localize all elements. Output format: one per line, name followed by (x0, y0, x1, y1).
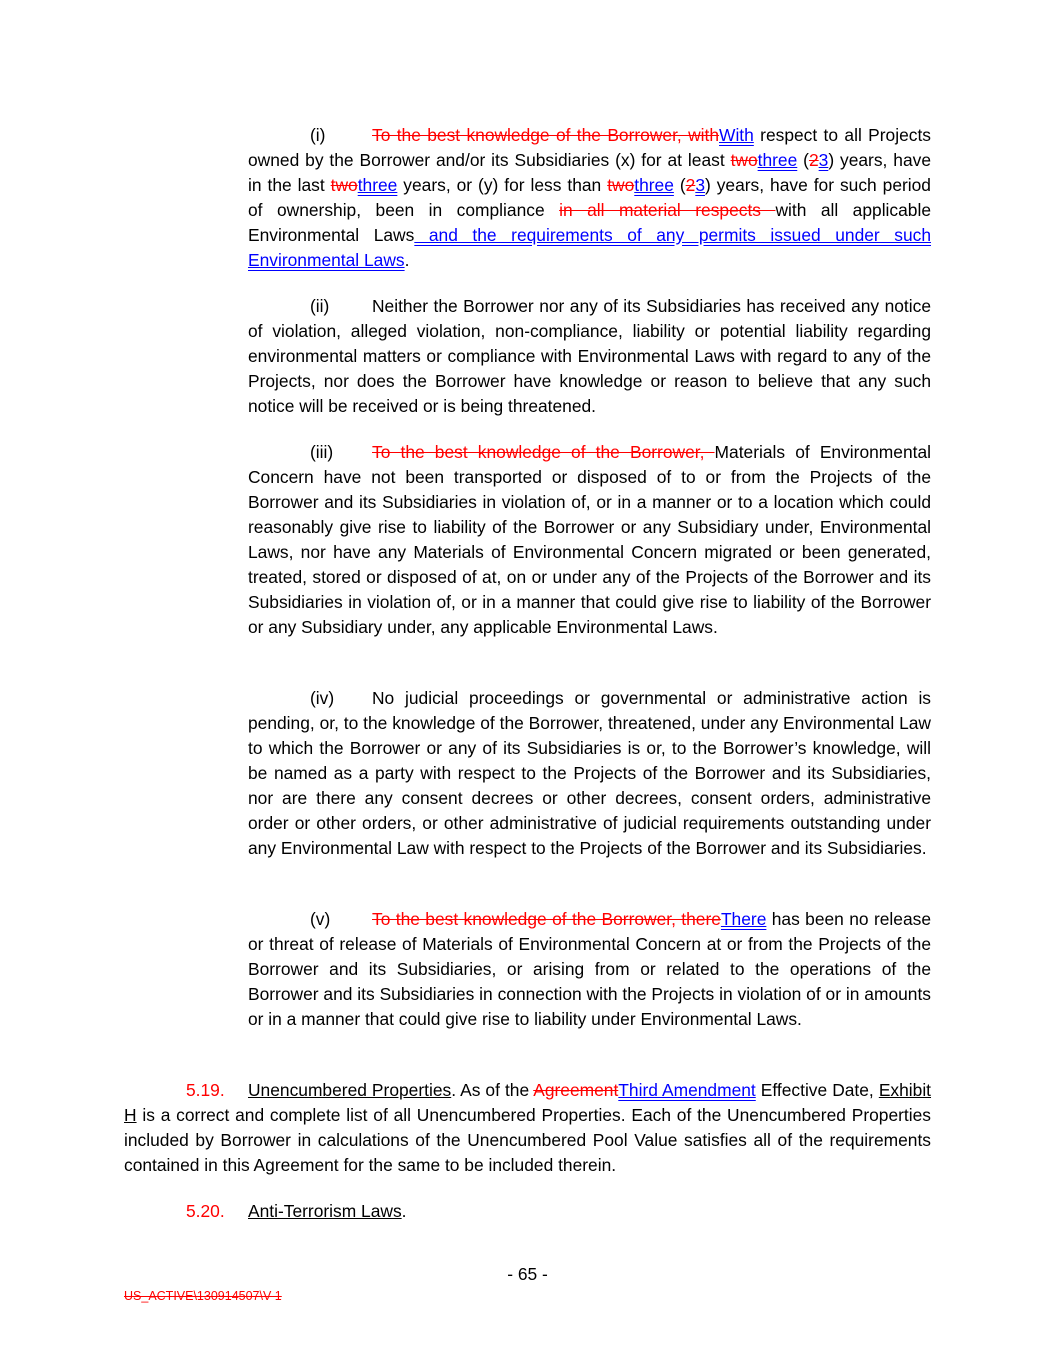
clause-text: No judicial proceedings or governmental or administrative action is pending, or, to the knowledge of the Borrower, threatened, under any Environmental Law to which the Borrower or any of its Subsidiaries is or, to the Borrower’s knowledge, will be named as a party with respect to the Projects of the Borrower and its Subsidiaries, nor are there any consent decrees or other decrees, consent orders, administrative order or other orders, or other administrative of judicial requirements outstanding under any Environmental Law with respect to the Projects of the Borrower and its Subsidiaries. (248, 688, 931, 858)
inserted-text: three (357, 175, 398, 195)
clause-text: ( (673, 175, 686, 195)
clause-v (248, 907, 931, 1032)
document-id: US_ACTIVE\130914507\V-1 (124, 1289, 282, 1303)
deleted-text: 2 (685, 175, 696, 195)
deleted-text: To the best knowledge of the Borrower, (372, 442, 715, 462)
deleted-text: Agreement (533, 1080, 619, 1100)
clause-number: (iii) (310, 442, 334, 462)
clause-number: (i) (310, 125, 326, 145)
inserted-text: three (634, 175, 674, 195)
inserted-text: and the requirements of any permits issued under such Environmental Laws (248, 225, 931, 270)
section-heading: Unencumbered Properties (248, 1080, 452, 1100)
deleted-text: 2 (808, 150, 819, 170)
inserted-text: There (720, 909, 767, 929)
deleted-text: To the best knowledge of the Borrower, there (372, 909, 721, 929)
deleted-text: To the best knowledge of the Borrower, with (372, 125, 720, 145)
inserted-text: 3 (695, 175, 705, 195)
inserted-text: Third Amendment (618, 1080, 756, 1100)
clause-number: (v) (310, 909, 331, 929)
section-number: 5.19. (186, 1080, 225, 1100)
clause-text: . (404, 250, 410, 270)
clause-text: Materials of Environmental Concern have not been transported or disposed of to or from the Projects of the Borrower and its Subsidiaries in violation of, or in a manner or to a location which could reasonably give rise to liability of the Borrower or any Subsidiary under, Environmental Laws, nor have any Materials of Environmental Concern migrated or been generated, treated, stored or disposed of at, on or under any of the Projects of the Borrower and its Subsidiaries in violation of, or in a manner that could give rise to liability of the Borrower or any Subsidiary under, any applicable Environmental Laws. (248, 442, 931, 637)
section-number: 5.20. (186, 1201, 225, 1221)
section-text: is a correct and complete list of all Unencumbered Properties. Each of the Unencumbered Properties included by Borrower in calculations of the Unencumbered Pool Value satisfies all of the requirements contained in this Agreement for the same to be included therein. (124, 1105, 931, 1175)
clause-number: (ii) (310, 296, 330, 316)
clause-text: with all applicable Environmental Laws (248, 200, 931, 245)
deleted-text: two (330, 175, 358, 195)
clause-text: has been no release or threat of release of Materials of Environmental Concern at or from the Projects of the Borrower and its Subsidiaries, or arising from or related to the operations of the Borrower and its Subsidiaries in connection with the Projects in violation of or in amounts or in a manner that could give rise to liability under Environmental Laws. (248, 909, 931, 1029)
clause-text: ( (797, 150, 809, 170)
inserted-text: three (757, 150, 798, 170)
section-text: Effective Date, (755, 1080, 879, 1100)
clause-number: (iv) (310, 688, 335, 708)
section-5-20 (124, 1199, 931, 1224)
clause-iv (248, 686, 931, 861)
clause-i (248, 123, 931, 273)
section-5-19 (124, 1078, 931, 1178)
clause-iii (248, 440, 931, 640)
section-text: . As of the (451, 1080, 534, 1100)
section-text: . (401, 1201, 407, 1221)
deleted-text: two (730, 150, 758, 170)
deleted-text: two (607, 175, 635, 195)
exhibit-reference: Exhibit H (124, 1080, 932, 1125)
inserted-text: With (719, 125, 754, 145)
clause-text: Neither the Borrower nor any of its Subsidiaries has received any notice of violation, alleged violation, non-compliance, liability or potential liability regarding environmental matters or compliance with Environmental Laws with regard to any of the Projects, nor does the Borrower have knowledge or reason to believe that any such notice will be received or is being threatened. (248, 296, 931, 416)
clause-text: ) years, have in the last (248, 150, 931, 195)
page-number: - 65 - (507, 1264, 548, 1284)
inserted-text: 3 (818, 150, 829, 170)
clause-ii (248, 294, 931, 419)
deleted-text: in all material respects (559, 200, 776, 220)
clause-text: respect to all Projects owned by the Borrower and/or its Subsidiaries (x) for at least (248, 125, 931, 170)
clause-text: years, or (y) for less than (397, 175, 608, 195)
section-heading: Anti-Terrorism Laws (248, 1201, 402, 1221)
clause-text: ) years, have for such period of ownership, been in compliance (248, 175, 931, 220)
